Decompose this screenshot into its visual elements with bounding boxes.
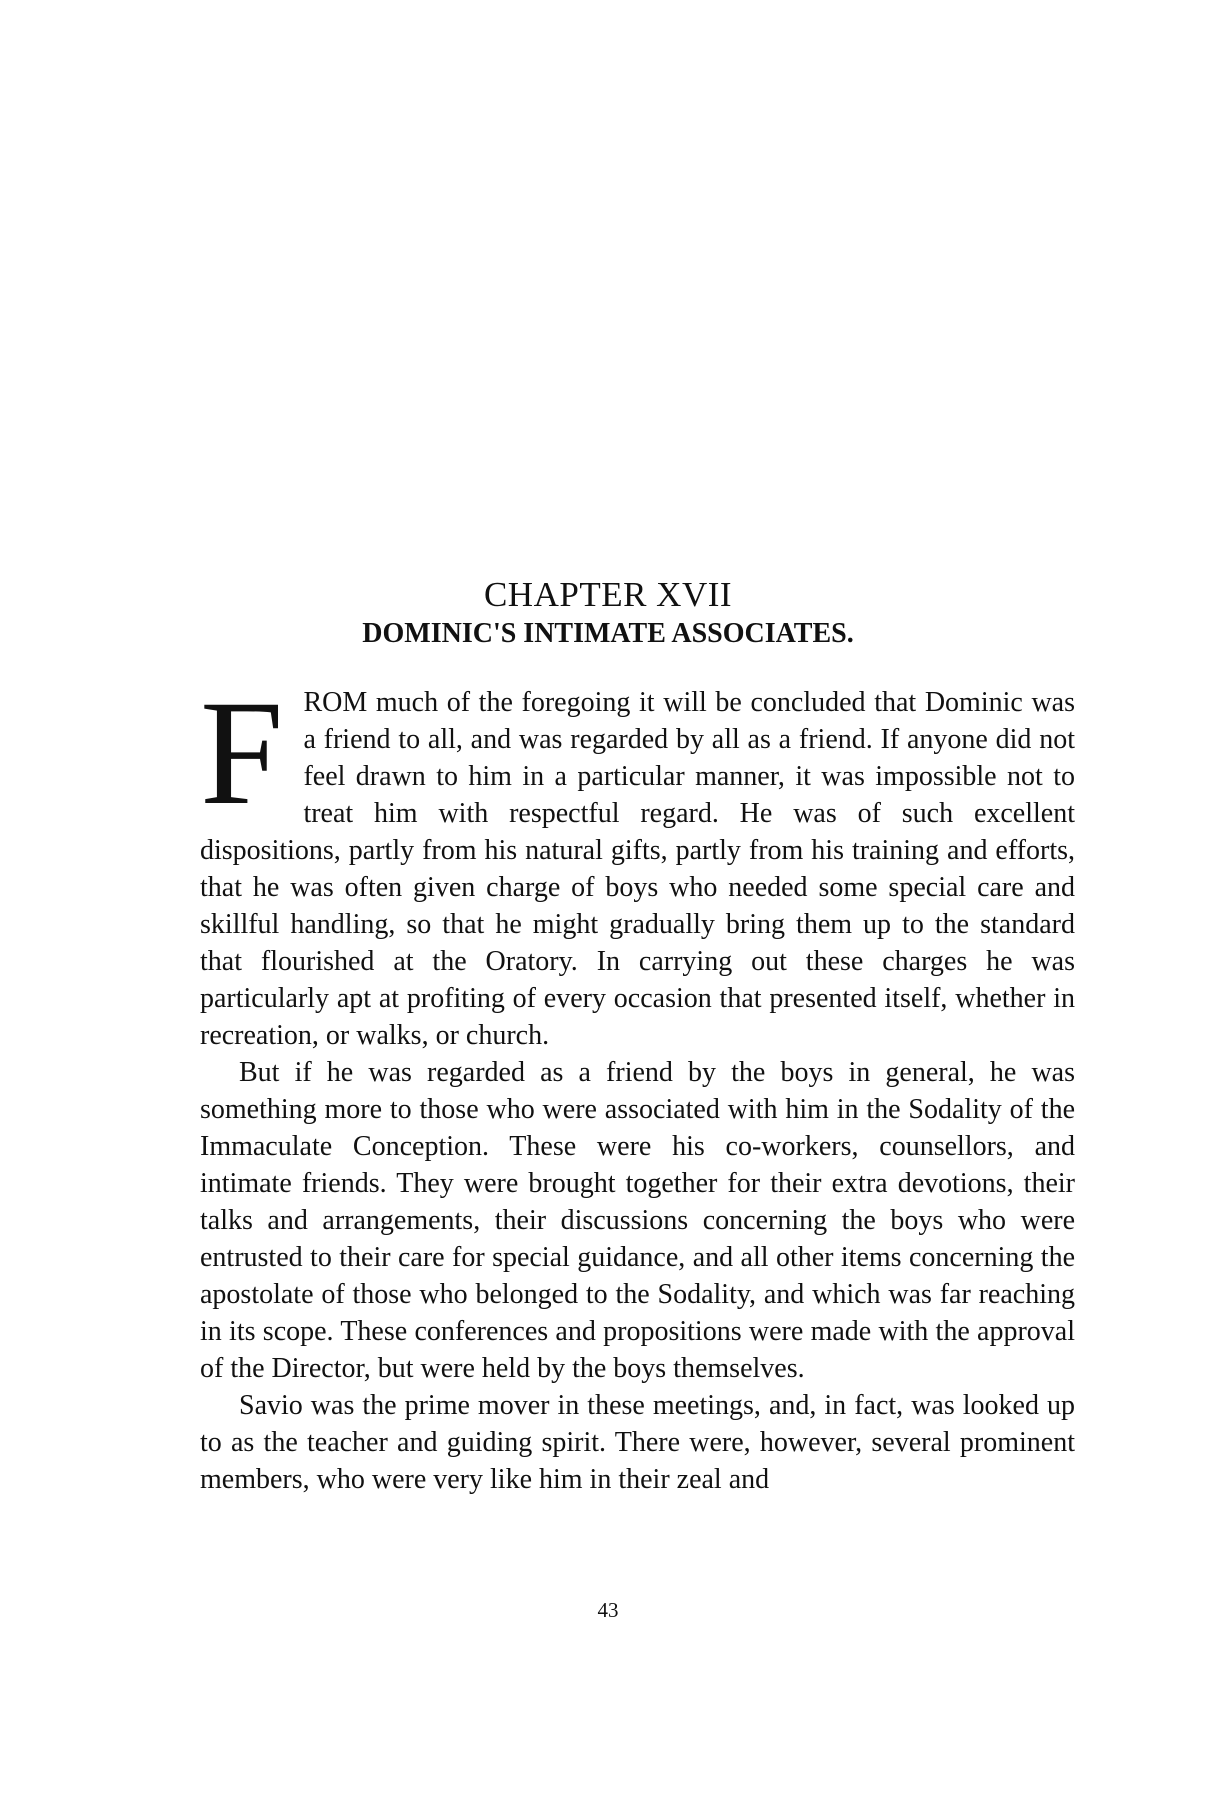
chapter-body xyxy=(200,670,1075,1498)
paragraph-2: But if he was regarded as a friend by the boys in general, he was something more to those who were associated with him in the Sodality of the Immaculate Conception. These were his co-workers, counsellors, and intimate friends. They were brought together for their extra devotions, their talks and arrangements, their discussions concerning the boys who were entrusted to their care for special guidance, and all other items concerning the apostolate of those who belonged to the Sodality, and which was far reaching in its scope. These conferences and propositions were made with the approval of the Director, but were held by the boys themselves. xyxy=(200,1057,1075,1384)
paragraph-3: Savio was the prime mover in these meetings, and, in fact, was looked up to as the teacher and guiding spirit. There were, however, several prominent members, who were very like him in their zeal and xyxy=(200,1390,1075,1495)
paragraph-1-text: ROM much of the foregoing it will be concluded that Dominic was a friend to all, and was regarded by all as a friend. If anyone did not feel drawn to him in a particular manner, it was impossible not to treat him with respectful regard. He was of such excellent dispositions, partly from his natural gifts, partly from his training and efforts, that he was often given charge of boys who needed some special care and skillful handling, so that he might gradually bring them up to the standard that flourished at the Oratory. In carrying out these charges he was particularly apt at profiting of every occasion that presented itself, whether in recreation, or walks, or church. xyxy=(200,687,1075,1051)
drop-cap: F xyxy=(200,670,284,836)
chapter-title: DOMINIC'S INTIMATE ASSOCIATES. xyxy=(362,618,854,649)
page-number: 43 xyxy=(597,1598,619,1622)
paragraph-1 xyxy=(200,670,1075,1054)
chapter-number: CHAPTER XVII xyxy=(483,575,733,614)
